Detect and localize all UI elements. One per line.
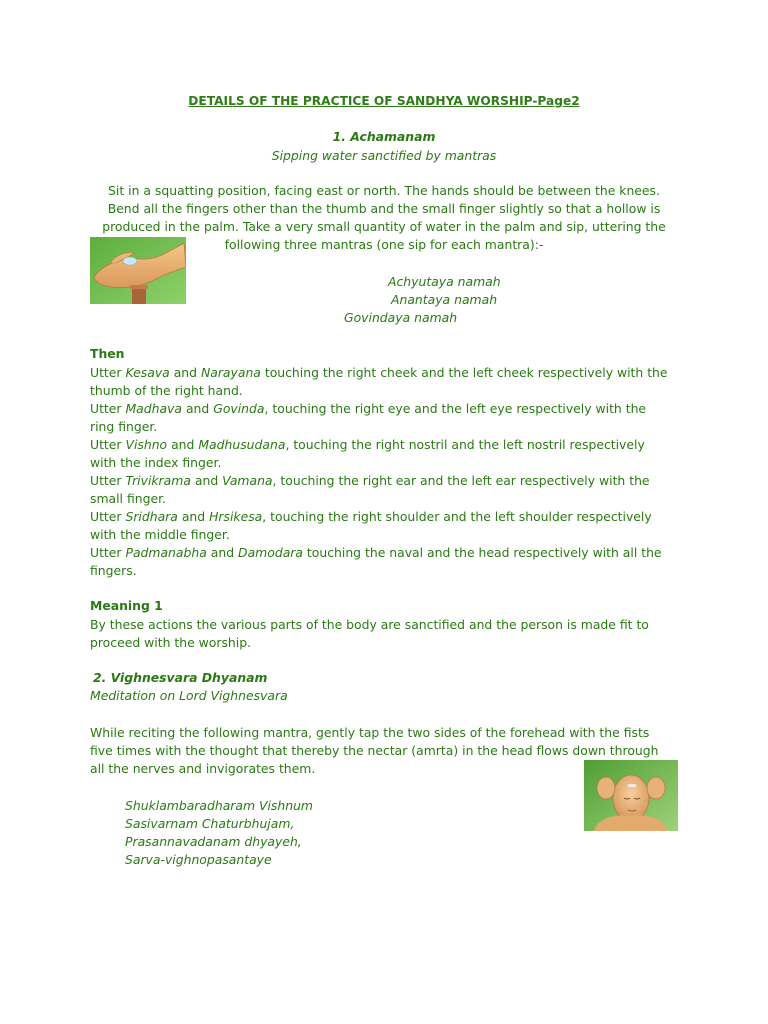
section2-subtitle: Meditation on Lord Vighnesvara [90,688,288,703]
step-line: Utter Sridhara and Hrsikesa, touching the right shoulder and the left shoulder respectively [90,509,652,524]
mantra-line: Sasivarnam Chaturbhujam, [125,816,295,831]
section2-intro [90,724,658,778]
section1-subtitle: Sipping water sanctified by mantras [271,148,497,163]
step-continuation: with the middle finger. [90,527,230,542]
meaning-heading: Meaning 1 [90,598,163,613]
step-continuation: ring finger. [90,419,158,434]
mantra-line: Govindaya namah [344,310,458,325]
intro-line: Bend all the fingers other than the thumb and the small finger slightly so that a hollow is [107,201,661,216]
vighnesvara-illustration [584,760,678,831]
section2-heading: 2. Vighnesvara Dhyanam [93,670,268,685]
mantra-line: Sarva-vighnopasantaye [125,852,272,867]
mantra-line: Anantaya namah [391,292,498,307]
meaning-text [90,616,649,652]
intro-line: all the nerves and invigorates them. [90,761,316,776]
step-continuation: fingers. [90,563,137,578]
achamanam-illustration [90,237,186,304]
step-continuation: thumb of the right hand. [90,383,243,398]
intro-line: five times with the thought that thereby the nectar (amrta) in the head flows down through [90,743,659,758]
section1-heading: 1. Achamanam [332,129,436,144]
page-title: DETAILS OF THE PRACTICE OF SANDHYA WORSHIP-Page2 [188,94,580,108]
intro-line: following three mantras (one sip for each mantra):- [224,237,544,252]
step-continuation: with the index finger. [90,455,222,470]
step-line: Utter Trivikrama and Vamana, touching the right ear and the left ear respectively with the [90,473,650,488]
intro-line: produced in the palm. Take a very small quantity of water in the palm and sip, uttering the [102,219,666,234]
mantra-line: Achyutaya namah [388,274,501,289]
intro-line: While reciting the following mantra, gently tap the two sides of the forehead with the fists [90,725,650,740]
steps-list [90,364,668,580]
meaning-line: By these actions the various parts of the body are sanctified and the person is made fit to [90,617,649,632]
step-line: Utter Madhava and Govinda, touching the right eye and the left eye respectively with the [90,401,647,416]
mantra-line: Shuklambaradharam Vishnum [125,798,314,813]
mantra-line: Prasannavadanam dhyayeh, [125,834,302,849]
step-continuation: small finger. [90,491,166,506]
meaning-line: proceed with the worship. [90,635,251,650]
step-line: Utter Kesava and Narayana touching the right cheek and the left cheek respectively with the [90,365,668,380]
step-line: Utter Padmanabha and Damodara touching the naval and the head respectively with all the [90,545,662,560]
intro-line: Sit in a squatting position, facing east or north. The hands should be between the knees. [108,183,660,198]
then-heading: Then [90,346,125,361]
step-line: Utter Vishno and Madhusudana, touching the right nostril and the left nostril respectively [90,437,645,452]
section2-mantra [125,797,313,869]
